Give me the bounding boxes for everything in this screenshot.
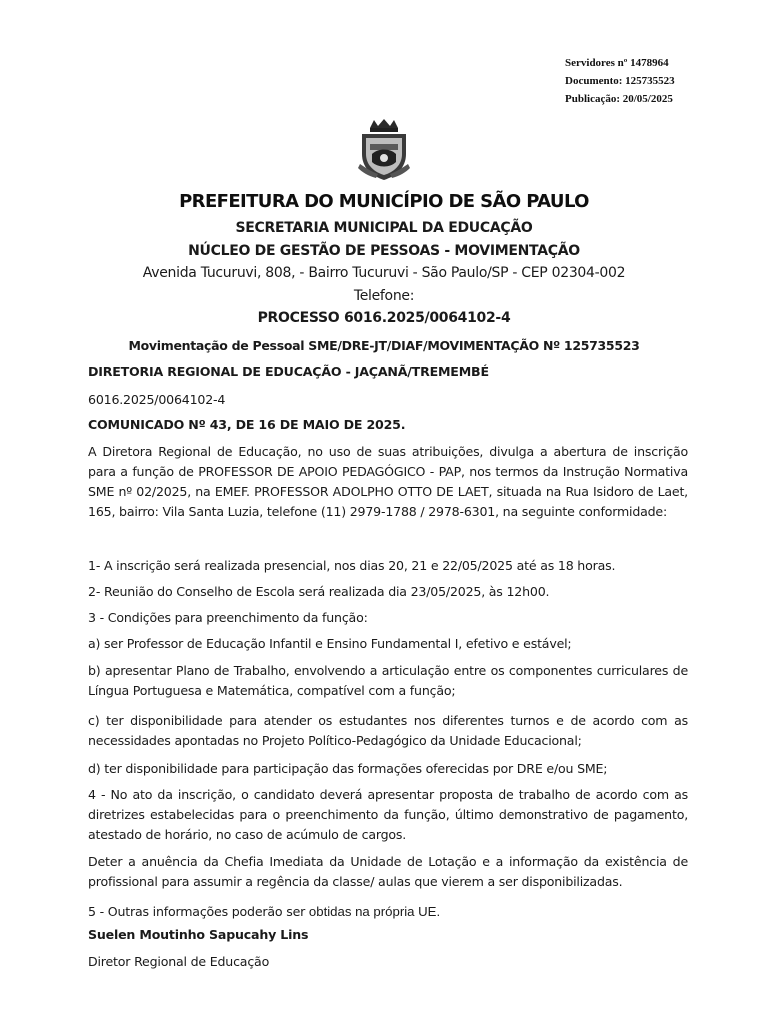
signatory-role: Diretor Regional de Educação <box>88 954 270 969</box>
item-c: c) ter disponibilidade para atender os estudantes nos diferentes turnos e de acordo com as necessidades apontadas no Projeto Político-Pedagógico da Unidade Educacional; <box>88 713 688 748</box>
servidores-number: Servidores nº 1478964 <box>565 57 669 69</box>
address-line: Avenida Tucuruvi, 808, - Bairro Tucuruvi - São Paulo/SP - CEP 02304-002 <box>142 265 626 281</box>
item-2: 2- Reunião do Conselho de Escola será realizada dia 23/05/2025, às 12h00. <box>88 584 550 599</box>
process-heading: PROCESSO 6016.2025/0064102-4 <box>257 310 511 326</box>
item-4: 4 - No ato da inscrição, o candidato deverá apresentar proposta de trabalho de acordo com as diretrizes estabelecidas para o preenchimento da função, último demonstrativo de pagamento, atestado de horário, no caso de acúmulo de cargos. <box>88 787 688 842</box>
item-5 <box>88 902 688 922</box>
city-coat-of-arms-icon <box>358 118 410 182</box>
signatory-name: Suelen Moutinho Sapucahy Lins <box>88 927 309 942</box>
secretaria-heading: SECRETARIA MUNICIPAL DA EDUCAÇÃO <box>235 220 533 236</box>
publicacao-date: Publicação: 20/05/2025 <box>565 93 673 105</box>
movement-heading: Movimentação de Pessoal SME/DRE-JT/DIAF/MOVIMENTAÇÃO Nº 125735523 <box>128 338 640 353</box>
communique-heading: COMUNICADO Nº 43, DE 16 DE MAIO DE 2025. <box>88 417 406 432</box>
item-5-text: 5 - Outras informações poderão ser <box>88 904 309 919</box>
nucleo-heading: NÚCLEO DE GESTÃO DE PESSOAS - MOVIMENTAÇÃO <box>188 243 580 259</box>
item-b: b) apresentar Plano de Trabalho, envolvendo a articulação entre os componentes curriculares de Língua Portuguesa e Matemática, compatível com a função; <box>88 663 688 698</box>
item-a: a) ser Professor de Educação Infantil e Ensino Fundamental I, efetivo e estável; <box>88 636 572 651</box>
item-5-text-end: obtidas na própria UE. <box>308 904 441 919</box>
page-title: PREFEITURA DO MUNICÍPIO DE SÃO PAULO <box>179 191 589 212</box>
consent-paragraph: Deter a anuência da Chefia Imediata da Unidade de Lotação e a informação da existência de profissional para assumir a regência da classe/ aulas que vierem a ser disponibilizadas. <box>88 854 688 889</box>
item-d: d) ter disponibilidade para participação das formações oferecidas por DRE e/ou SME; <box>88 761 608 776</box>
intro-paragraph: A Diretora Regional de Educação, no uso de suas atribuições, divulga a abertura de inscrição para a função de PROFESSOR DE APOIO PEDAGÓGICO - PAP, nos termos da Instrução Normativa SME nº 02/2025, na EMEF. PROFESSOR ADOLPHO OTTO DE LAET, situada na Rua Isidoro de Laet, 165, bairro: Vila Santa Luzia, telefone (11) 2979-1788 / 2978-6301, na seguinte conformidade: <box>88 444 688 519</box>
item-3: 3 - Condições para preenchimento da função: <box>88 610 368 625</box>
diretoria-heading: DIRETORIA REGIONAL DE EDUCAÇÃO - JAÇANÃ/TREMEMBÉ <box>88 364 489 379</box>
process-number: 6016.2025/0064102-4 <box>88 392 226 407</box>
telephone-line: Telefone: <box>353 288 415 304</box>
publication-metadata <box>565 54 675 108</box>
item-1: 1- A inscrição será realizada presencial, nos dias 20, 21 e 22/05/2025 até as 18 horas. <box>88 558 616 573</box>
documento-number: Documento: 125735523 <box>565 75 675 87</box>
